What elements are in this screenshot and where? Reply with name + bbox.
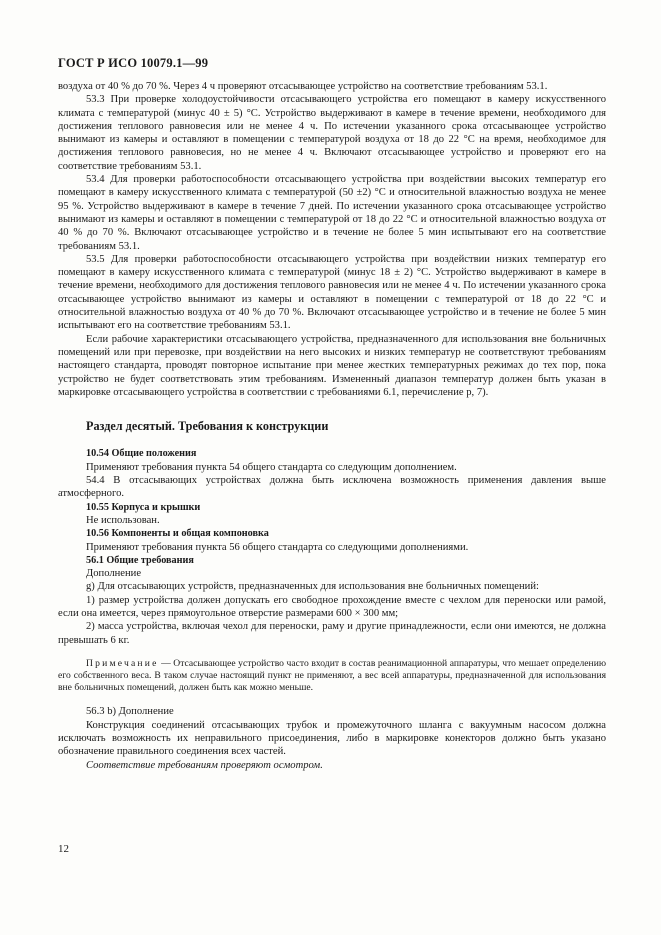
clause-53-5: 53.5 Для проверки работоспособности отсасывающего устройства при воздействии низких температур его помещают в камеру искусственного климата с температурой (минус 18 ± 2) °С. Устройство выдерживают в камере в течение времени, необходимого для достижения теплового равновесия или не менее 4 ч. По истечении указанного срока отсасывающее устройство вынимают из камеры и оставляют в помещении с температурой от 18 до 22 °С и относительной влажностью воздуха от 40 % до 70 %. Включают отсасывающее устройство и в течение не более 5 мин испытывают его на соответствие требованиям 53.1. xyxy=(58,253,606,332)
clause-56-3: 56.3 b) Дополнение xyxy=(86,706,174,718)
compliance-check: Соответствие требованиям проверяют осмотром. xyxy=(86,759,323,771)
heading-10-54: 10.54 Общие положения xyxy=(86,448,197,460)
paragraph: воздуха от 40 % до 70 %. Через 4 ч проверяют отсасывающее устройство на соответствие требованиям 53.1. xyxy=(58,81,548,92)
paragraph: Не использован. xyxy=(86,514,160,526)
note-label: Примечание xyxy=(86,657,159,669)
document-header: ГОСТ Р ИСО 10079.1—99 xyxy=(58,56,209,70)
paragraph: Конструкция соединений отсасывающих трубок и промежуточного шланга с вакуумным насосом должна исключать возможность их неправильного присоединения, либо в маркировке конекторов должно быть указано обозначение правильного соединения всех частей. xyxy=(58,719,606,758)
heading-10-56: 10.56 Компоненты и общая компоновка xyxy=(86,528,269,540)
section-title: Раздел десятый. Требования к конструкции xyxy=(86,419,329,434)
paragraph: Если рабочие характеристики отсасывающего устройства, предназначенного для использования вне больничных помещений или при перевозке, при воздействии на него высоких и низких температур не соответствуют требованиям настоящего стандарта, проводят повторное испытание при менее жестких температурных режимах до тех пор, пока устройство не будет соответствовать этим требованиям. Измененный диапазон температур должен быть указан в маркировке отсасывающего устройства в соответствии с требованиями 6.1, перечисление р, 7). xyxy=(58,333,606,398)
page-number: 12 xyxy=(58,843,69,855)
document-body xyxy=(58,80,606,772)
paragraph: Применяют требования пункта 54 общего стандарта со следующим дополнением. xyxy=(86,461,457,473)
paragraph: Применяют требования пункта 56 общего стандарта со следующими дополнениями. xyxy=(86,541,469,553)
clause-53-3: 53.3 При проверке холодоустойчивости отсасывающего устройства его помещают в камеру искусственного климата с температурой (минус 40 ± 5) °С. Устройство выдерживают в камере в течение времени, необходимого для достижения теплового равновесия или не менее 4 ч. По истечении указанного срока отсасывающее устройство вынимают из камеры и оставляют в помещении с температурой воздуха от 18 до 22 °С на время, необходимое для достижения теплового равновесия, но не менее 4 ч. Включают отсасывающее устройство и проверяют его на соответствие требованиям 53.1. xyxy=(58,94,606,172)
list-item-2: 2) масса устройства, включая чехол для переноски, раму и другие принадлежности, если они имеются, не должна превышать 6 кг. xyxy=(58,621,606,646)
note-text: — Отсасывающее устройство часто входит в состав реанимационной аппаратуры, что мешает определению его собственного веса. В таком случае настоящий пункт не применяют, а вес всей аппаратуры, предназначенной для использования вне больничных помещений, должен быть как можно меньше. xyxy=(58,657,606,694)
heading-10-55: 10.55 Корпуса и крышки xyxy=(86,501,201,513)
clause-53-4: 53.4 Для проверки работоспособности отсасывающего устройства при воздействии высоких температур его помещают в камеру искусственного климата с температурой (50 ±2) °С и относительной влажностью воздуха не менее 95 %. Устройство выдерживают в камере в течение 7 дней. По истечении указанного срока отсасывающее устройство вынимают из камеры и оставляют в помещении с температурой от 18 до 22 °С и относительной влажностью воздуха от 40 % до 70 %. Включают отсасывающее устройство и в течение не более 5 мин испытывают его на соответствие требованиям 53.1. xyxy=(58,174,606,252)
heading-56-1: 56.1 Общие требования xyxy=(86,554,194,566)
paragraph: Дополнение xyxy=(86,568,142,580)
clause-54-4: 54.4 В отсасывающих устройствах должна быть исключена возможность применения давления выше атмосферного. xyxy=(58,475,606,500)
list-item-g: g) Для отсасывающих устройств, предназначенных для использования вне больничных помещений: xyxy=(86,581,539,593)
note xyxy=(58,658,606,695)
list-item-1: 1) размер устройства должен допускать его свободное прохождение вместе с чехлом для переноски или рамой, если она имеется, через прямоугольное отверстие размерами 600 × 300 мм; xyxy=(58,594,606,619)
